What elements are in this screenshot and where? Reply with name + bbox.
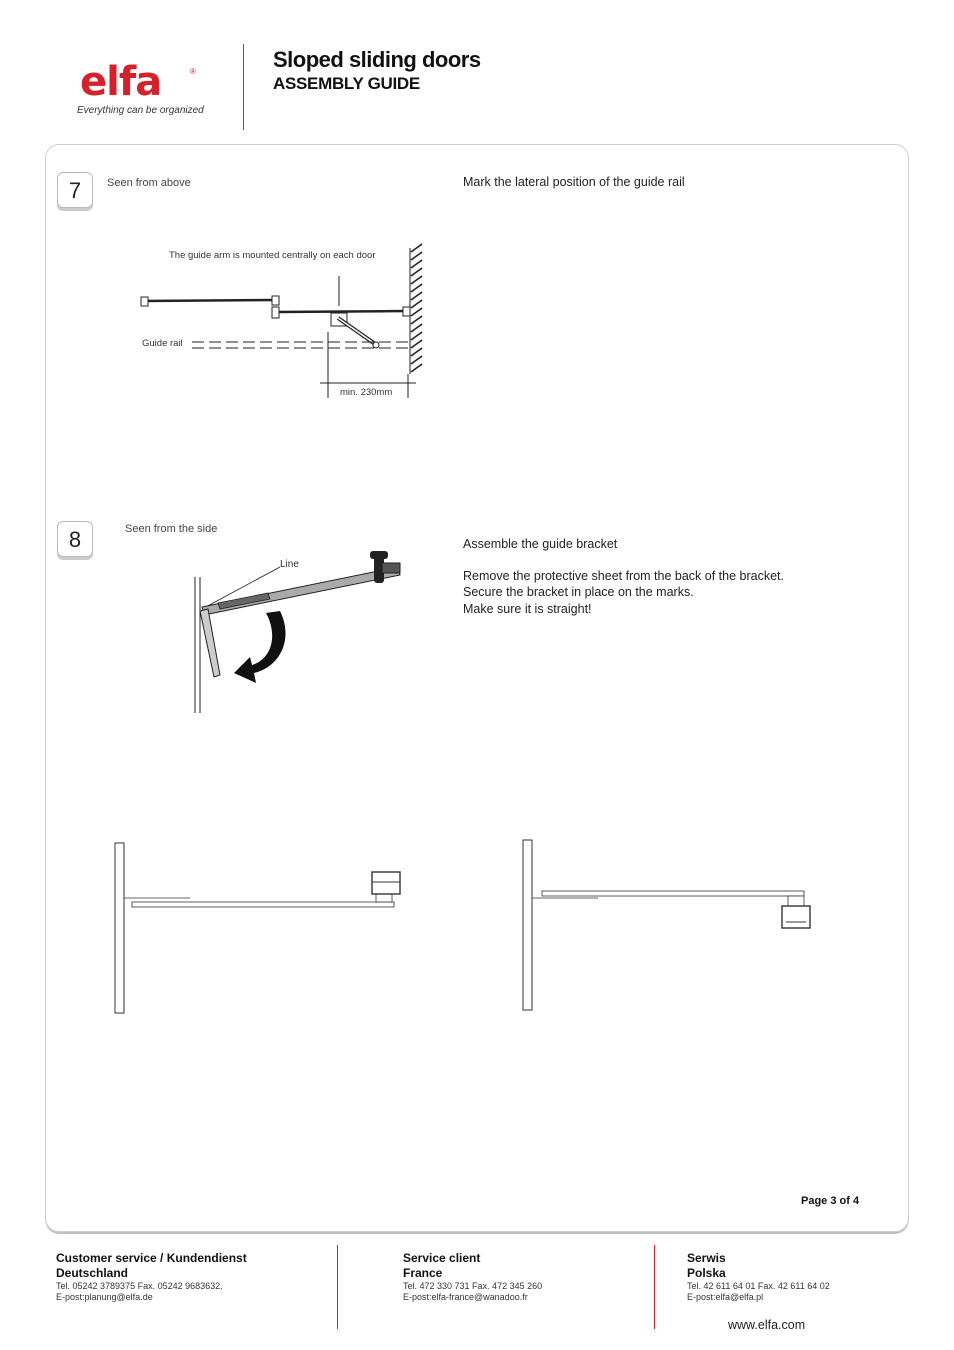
page-number: Page 3 of 4 (801, 1195, 860, 1207)
footer-heading: Customer service / Kundendienst (56, 1251, 247, 1265)
guide-arm-note: The guide arm is mounted centrally on each door (169, 250, 376, 261)
footer-tel: Tel. 42 611 64 01 Fax. 42 611 64 02 (687, 1281, 830, 1291)
bracket-arm (202, 551, 400, 615)
step-7-diagram (120, 236, 440, 406)
guide-arm (331, 313, 379, 348)
website-link[interactable]: www.elfa.com (728, 1318, 806, 1332)
logo-tagline: Everything can be organized (77, 105, 204, 116)
step-8-title: Assemble the guide bracket (463, 537, 618, 551)
footer-country: France (403, 1266, 443, 1280)
step-7-badge: 7 (57, 172, 93, 208)
step-7-view-label: Seen from above (107, 177, 191, 189)
footer-country: Polska (687, 1266, 726, 1280)
elfa-logo: elfa (80, 59, 162, 105)
footer-col-germany (56, 1251, 247, 1303)
footer-tel: Tel. 05242 3789375 Fax. 05242 9683632. (56, 1281, 223, 1291)
step-8-line-1: Remove the protective sheet from the back of the bracket. (463, 569, 784, 583)
bracket-diagram-right (518, 836, 818, 1016)
guide-rail-label: Guide rail (142, 338, 183, 349)
step-8-badge: 8 (57, 521, 93, 557)
footer-tel: Tel. 472 330 731 Fax. 472 345 260 (403, 1281, 543, 1291)
header-divider (243, 44, 244, 130)
footer-col-poland (687, 1251, 830, 1303)
wall-hatch (410, 244, 422, 374)
step-8-line-3: Make sure it is straight! (463, 602, 592, 616)
step-7-instruction: Mark the lateral position of the guide rail (463, 175, 685, 189)
footer-heading: Serwis (687, 1251, 726, 1265)
bracket-plate (200, 609, 220, 677)
page-subtitle: ASSEMBLY GUIDE (273, 74, 420, 93)
line-label: Line (280, 559, 299, 570)
footer-col-france (403, 1251, 542, 1303)
step-8-view-label: Seen from the side (125, 523, 218, 535)
distance-label: min. 230mm (340, 387, 393, 398)
footer-divider (337, 1245, 338, 1329)
page-title: Sloped sliding doors (273, 47, 481, 72)
footer-heading: Service client (403, 1251, 481, 1265)
footer-country: Deutschland (56, 1266, 129, 1280)
footer-email[interactable]: E-post:elfa@elfa.pl (687, 1292, 764, 1302)
footer-email[interactable]: E-post:elfa-france@wanadoo.fr (403, 1292, 528, 1302)
wall (195, 577, 200, 713)
bracket-diagram-left (110, 838, 410, 1018)
step-8-diagram (130, 545, 440, 720)
registered-mark: ® (190, 67, 196, 76)
footer-divider (654, 1245, 655, 1329)
door-panels (141, 296, 410, 318)
step-8-line-2: Secure the bracket in place on the marks. (463, 585, 694, 599)
rotate-arrow-icon (234, 611, 286, 683)
footer-email[interactable]: E-post:planung@elfa.de (56, 1292, 153, 1302)
